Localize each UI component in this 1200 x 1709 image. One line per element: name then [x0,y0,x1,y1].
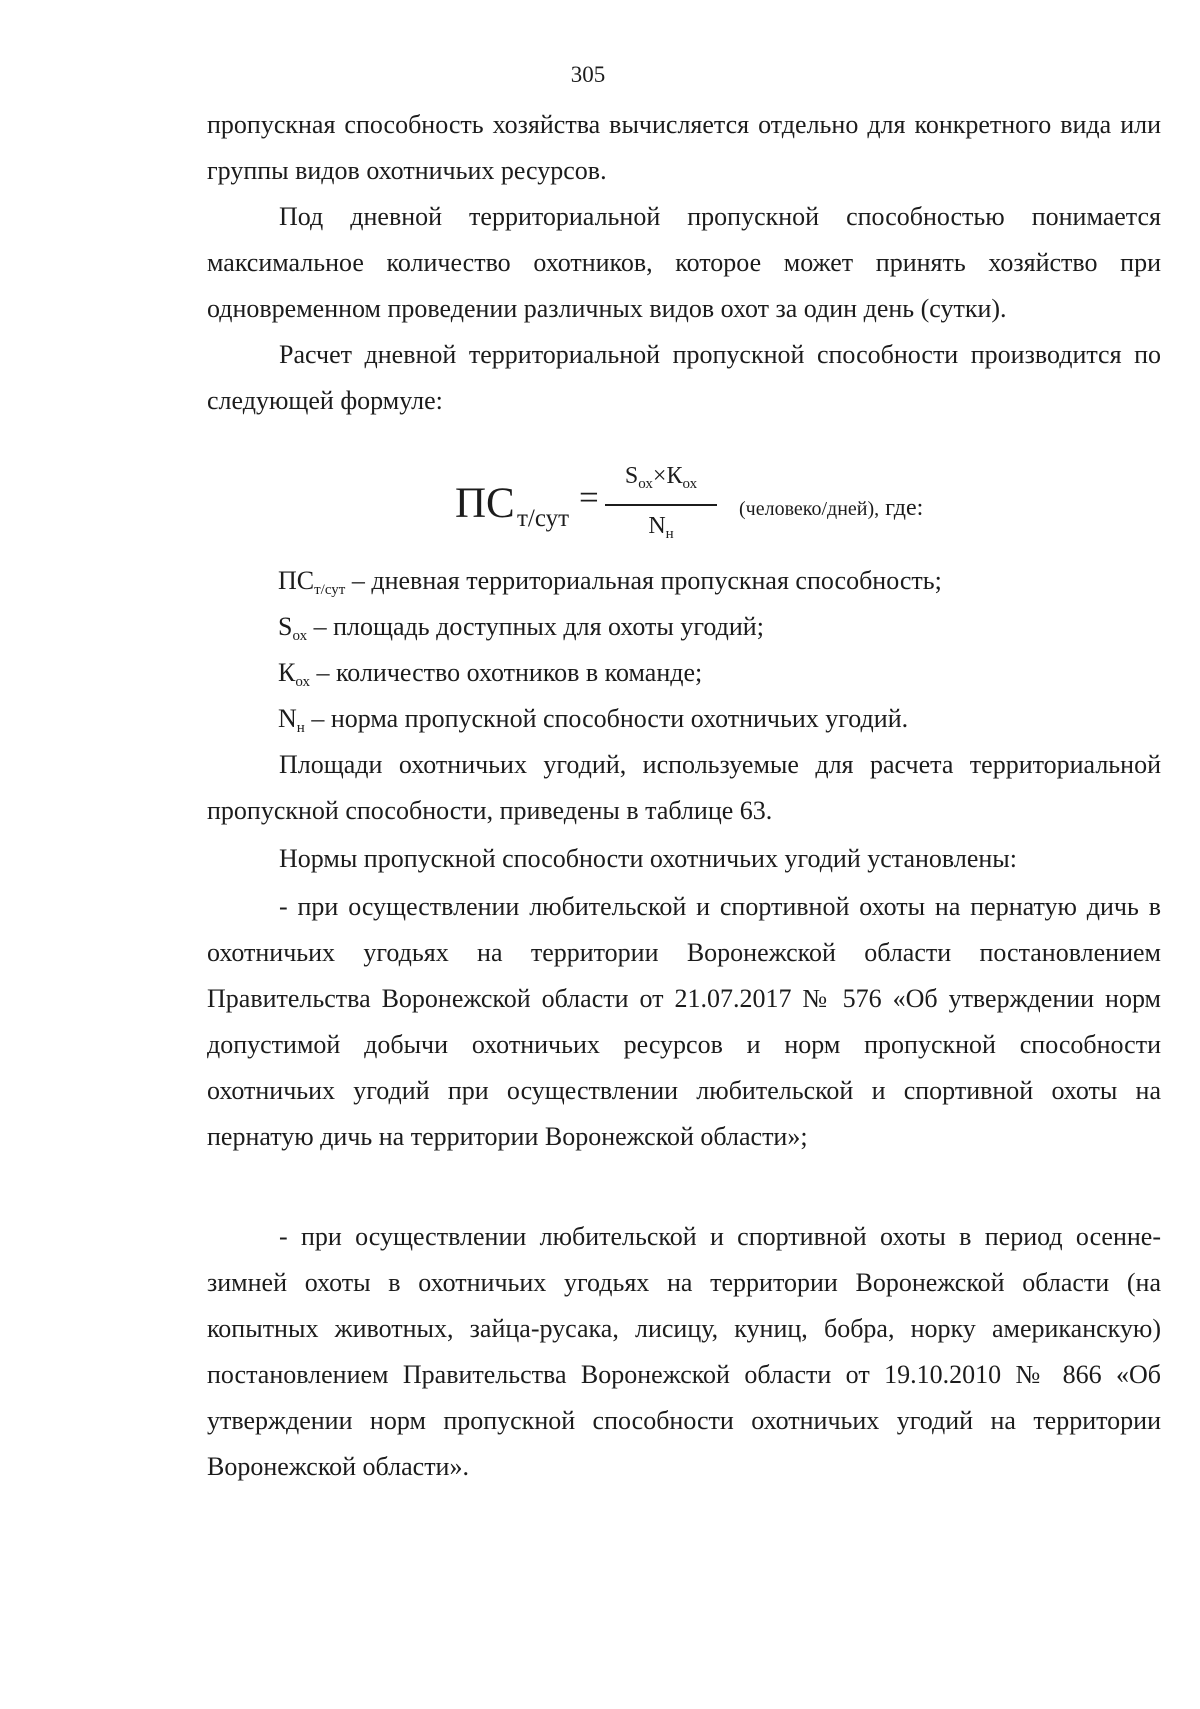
formula-denominator: $N_н$ [648,513,674,542]
formula-lhs: ПС [455,480,515,527]
paragraph-continuation: пропускная способность хозяйства вычисляется отдельно для конкретного вида или группы видов охотничьих ресурсов. [207,110,1161,185]
formula-fraction-line [605,504,717,506]
paragraph-norm-autumn-winter: - при осуществлении любительской и спортивной охоты в период осенне-зимней охоты в охотничьих угодьях на территории Воронежской области (на копытных животных, зайца-русака, лисицу, куниц, бобра, норку американскую) постановлением Правительства Воронежской области от 19.10.2010 № 866 «Об утверждении норм пропускной способности охотничьих угодий на территории Воронежской области». [207,1222,1161,1481]
paragraph-norm-feathered-game: - при осуществлении любительской и спортивной охоты на пернатую дичь в охотничьих угодьях на территории Воронежской области постановлением Правительства Воронежской области от 21.07.2017 № 576 «Об утверждении норм допустимой добычи охотничьих ресурсов и норм пропускной способности охотничьих угодий при осуществлении любительской и спортивной охоты на пернатую дичь на территории Воронежской области»; [207,892,1161,1151]
definition-n: $N_н$ – норма пропускной способности охотничьих угодий. [278,704,909,736]
paragraph-formula-intro: Расчет дневной территориальной пропускной способности производится по следующей формуле: [207,340,1161,415]
definition-s: $S_{ох}$ – площадь доступных для охоты угодий; [278,612,764,644]
formula-unit: (человеко/дней), где: [739,495,924,521]
page-number: 305 [570,62,606,87]
paragraph-norms-intro: Нормы пропускной способности охотничьих угодий установлены: [279,844,1017,873]
formula-numerator: $S_{ох}\times К_{ох}$ [624,463,698,492]
paragraph-table-reference: Площади охотничьих угодий, используемые для расчета территориальной пропускной способности, приведены в таблице 63. [207,750,1161,825]
paragraph-definition-daily-capacity: Под дневной территориальной пропускной способностью понимается максимальное количество охотников, которое может принять хозяйство при одновременном проведении различных видов охот за один день (сутки). [207,202,1161,323]
definition-k: $К_{ох}$ – количество охотников в команде; [278,658,703,690]
definition-ps: $ПС_{т/сут}$ – дневная территориальная пропускная способность; [278,566,942,598]
formula-equals: = [579,478,599,517]
formula-lhs-subscript: т/сут [517,505,570,532]
capacity-formula [455,462,1055,552]
